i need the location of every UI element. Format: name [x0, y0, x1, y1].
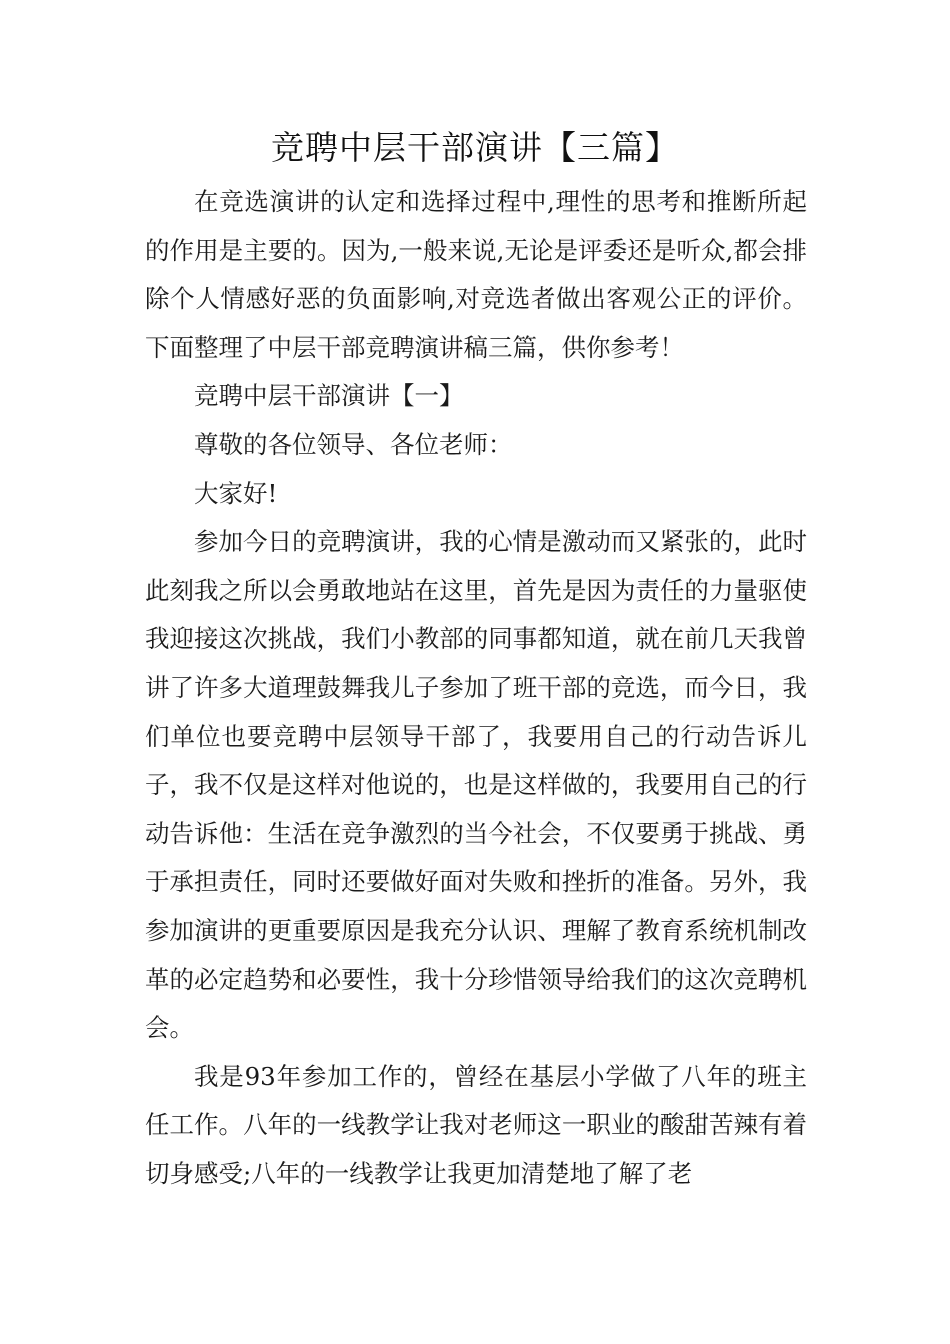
- body-paragraph: 我是93年参加工作的，曾经在基层小学做了八年的班主任工作。八年的一线教学让我对老师这一职业的酸甜苦辣有着切身感受;八年的一线教学让我更加清楚地了解了老: [145, 1061, 807, 1188]
- intro-paragraph: 在竞选演讲的认定和选择过程中,理性的思考和推断所起的作用是主要的。因为,一般来说,无论是评委还是听众,都会排除个人情感好恶的负面影响,对竞选者做出客观公正的评价。下面整理了中层干部竞聘演讲稿三篇，供你参考！: [145, 187, 807, 362]
- salutation-paragraph: 尊敬的各位领导、各位老师：: [194, 429, 513, 459]
- greeting-paragraph: 大家好!: [194, 478, 278, 508]
- document-title: 竞聘中层干部演讲【三篇】: [271, 128, 679, 167]
- document-body: [145, 178, 807, 1198]
- body-paragraph: 参加今日的竞聘演讲，我的心情是激动而又紧张的，此时此刻我之所以会勇敢地站在这里，首先是因为责任的力量驱使我迎接这次挑战，我们小教部的同事都知道，就在前几天我曾讲了许多大道理鼓舞我儿子参加了班干部的竞选，而今日，我们单位也要竞聘中层领导干部了，我要用自己的行动告诉儿子，我不仅是这样对他说的，也是这样做的，我要用自己的行动告诉他：生活在竞争激烈的当今社会，不仅要勇于挑战、勇于承担责任，同时还要做好面对失败和挫折的准备。另外，我参加演讲的更重要原因是我充分认识、理解了教育系统机制改革的必定趋势和必要性，我十分珍惜领导给我们的这次竞聘机会。: [145, 527, 807, 1043]
- section-heading-one: 竞聘中层干部演讲【一】: [194, 381, 464, 411]
